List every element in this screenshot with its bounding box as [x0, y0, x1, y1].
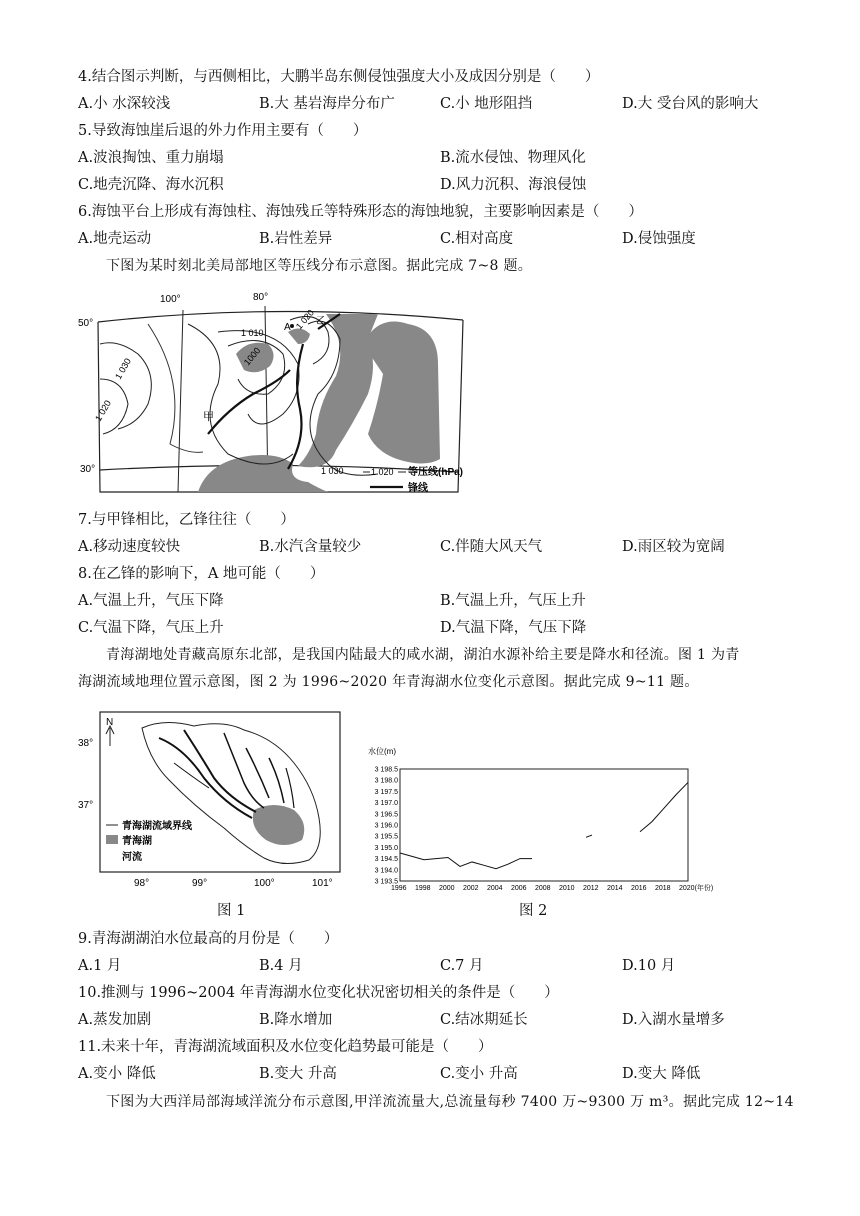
intro-questions-9-11-line1: 青海湖地处青藏高原东北部，是我国内陆最大的咸水湖，湖泊水源补给主要是降水和径流。图 1 为青	[106, 647, 740, 663]
x-tick-label: 2016	[631, 885, 647, 892]
figure-1-caption: 图 1	[217, 903, 246, 919]
intro-questions-9-11-line2: 海湖流域地理位置示意图，图 2 为 1996~2020 年青海湖水位变化示意图。据此完成 9~11 题。	[78, 674, 699, 690]
x-tick-label: 2020(年份)	[679, 885, 714, 892]
question-9-stem: 9.青海湖湖泊水位最高的月份是（ ）	[78, 931, 339, 947]
figure-2-caption: 图 2	[519, 903, 548, 919]
q10-option-b: B.降水增加	[259, 1012, 333, 1028]
water-level-line-segment	[640, 782, 688, 831]
x-tick-label: 2010	[559, 885, 575, 892]
q11-option-a: A.变小 降低	[78, 1066, 156, 1082]
chart-ylabel: 水位(m)	[368, 747, 396, 756]
q10-option-c: C.结冰期延长	[440, 1012, 528, 1028]
x-tick-label: 1998	[415, 885, 431, 892]
y-tick-label: 3 195.0	[374, 844, 398, 852]
q9-option-d: D.10 月	[622, 958, 676, 974]
lon-right-label: 80°	[253, 292, 269, 303]
q7-option-c: C.伴随大风天气	[440, 539, 543, 555]
q10-option-a: A.蒸发加剧	[78, 1012, 152, 1028]
question-5-stem: 5.导致海蚀崖后退的外力作用主要有（ ）	[78, 123, 368, 139]
q8-option-a: A.气温上升，气压下降	[78, 593, 224, 609]
q11-option-d: D.变大 降低	[622, 1066, 701, 1082]
question-7-stem: 7.与甲锋相比，乙锋往往（ ）	[78, 512, 295, 528]
isobar-label-1030-south: 1 030	[321, 466, 344, 476]
isobar-label-1000: 1000	[241, 345, 263, 368]
q6-option-b: B.岩性差异	[259, 231, 333, 247]
q4-option-d: D.大 受台风的影响大	[622, 96, 759, 112]
q5-option-c: C.地壳沉降、海水沉积	[78, 177, 224, 193]
q4-option-a: A.小 水深较浅	[78, 96, 171, 112]
q9-option-b: B.4 月	[259, 958, 303, 974]
intro-questions-12-14: 下图为大西洋局部海域洋流分布示意图,甲洋流流量大,总流量每秒 7400 万~9300 万 m³。据此完成 12~14	[106, 1094, 794, 1110]
q8-option-b: B.气温上升，气压上升	[440, 593, 586, 609]
lat-bottom-label: 30°	[80, 464, 96, 475]
lon-100-label: 100°	[254, 878, 275, 889]
lat-38-label: 38°	[78, 738, 94, 749]
y-tick-label: 3 194.5	[374, 856, 398, 864]
q8-option-d: D.气温下降，气压下降	[440, 620, 587, 636]
x-tick-label: 2000	[439, 885, 455, 892]
isobar-label-1020: 1 020	[93, 398, 113, 423]
isobar-label-1020-east: 1 020	[293, 307, 317, 332]
front-yi-label: 乙	[316, 316, 326, 327]
intro-questions-7-8: 下图为某时刻北美局部地区等压线分布示意图。据此完成 7~8 题。	[106, 258, 533, 274]
qinghai-basin-map	[74, 708, 346, 888]
y-tick-label: 3 198.5	[374, 766, 398, 774]
water-level-line-segment	[586, 835, 592, 837]
y-tick-label: 3 197.0	[374, 800, 398, 808]
q6-option-d: D.侵蚀强度	[622, 231, 696, 247]
legend-lake: 青海湖	[122, 836, 152, 847]
y-tick-label: 3 194.0	[374, 867, 398, 875]
legend-river: 河流	[122, 852, 142, 863]
legend-isobar-value: 1 020	[371, 467, 394, 477]
q8-option-c: C.气温下降，气压上升	[78, 620, 224, 636]
x-tick-label: 2002	[463, 885, 479, 892]
y-tick-label: 3 193.5	[374, 878, 398, 886]
x-tick-label: 2004	[487, 885, 503, 892]
x-tick-label: 2008	[535, 885, 551, 892]
q5-option-b: B.流水侵蚀、物理风化	[440, 150, 586, 166]
question-6-stem: 6.海蚀平台上形成有海蚀柱、海蚀残丘等特殊形态的海蚀地貌，主要影响因素是（ ）	[78, 204, 643, 220]
water-level-chart	[360, 742, 714, 892]
y-tick-label: 3 198.0	[374, 777, 398, 785]
isobar-label-1030: 1 030	[113, 356, 133, 381]
q9-option-c: C.7 月	[440, 958, 484, 974]
q5-option-d: D.风力沉积、海浪侵蚀	[440, 177, 587, 193]
q4-option-b: B.大 基岩海岸分布广	[259, 96, 395, 112]
x-tick-label: 2012	[583, 885, 599, 892]
lon-99-label: 99°	[192, 878, 208, 889]
q7-option-b: B.水汽含量较少	[259, 539, 362, 555]
lon-98-label: 98°	[134, 878, 150, 889]
q11-option-b: B.变大 升高	[259, 1066, 337, 1082]
x-tick-label: 2006	[511, 885, 527, 892]
q7-option-a: A.移动速度较快	[78, 539, 181, 555]
q9-option-a: A.1 月	[78, 958, 122, 974]
question-4-stem: 4.结合图示判断，与西侧相比，大鹏半岛东侧侵蚀强度大小及成因分别是（ ）	[78, 69, 600, 85]
question-11-stem: 11.未来十年，青海湖流域面积及水位变化趋势最可能是（ ）	[78, 1039, 493, 1055]
legend-boundary: 青海湖流域界线	[122, 821, 192, 832]
isobar-map	[78, 284, 488, 496]
q6-option-a: A.地壳运动	[78, 231, 152, 247]
y-tick-label: 3 196.5	[374, 811, 398, 819]
y-tick-label: 3 195.5	[374, 833, 398, 841]
lat-top-label: 50°	[78, 318, 94, 329]
north-label: N	[106, 717, 114, 728]
q7-option-d: D.雨区较为宽阔	[622, 539, 725, 555]
x-tick-label: 2018	[655, 885, 671, 892]
front-jia-label: 甲	[203, 411, 214, 423]
legend-isobar-text: 等压线(hPa)	[408, 467, 463, 478]
water-level-line-segment	[400, 853, 532, 869]
question-8-stem: 8.在乙锋的影响下，A 地可能（ ）	[78, 566, 325, 582]
q5-option-a: A.波浪掏蚀、重力崩塌	[78, 150, 224, 166]
q4-option-c: C.小 地形阻挡	[440, 96, 533, 112]
question-10-stem: 10.推测与 1996~2004 年青海湖水位变化状况密切相关的条件是（ ）	[78, 985, 559, 1001]
isobar-label-1010: 1 010	[241, 328, 264, 338]
y-tick-label: 3 196.0	[374, 822, 398, 830]
q11-option-c: C.变小 升高	[440, 1066, 518, 1082]
legend-front-text: 锋线	[408, 483, 428, 494]
x-tick-label: 2014	[607, 885, 623, 892]
point-a-label: A	[284, 322, 291, 333]
lon-101-label: 101°	[312, 878, 333, 889]
lon-left-label: 100°	[160, 294, 181, 305]
x-tick-label: 1996	[391, 885, 407, 892]
lat-37-label: 37°	[78, 800, 94, 811]
q10-option-d: D.入湖水量增多	[622, 1012, 725, 1028]
y-tick-label: 3 197.5	[374, 788, 398, 796]
q6-option-c: C.相对高度	[440, 231, 514, 247]
